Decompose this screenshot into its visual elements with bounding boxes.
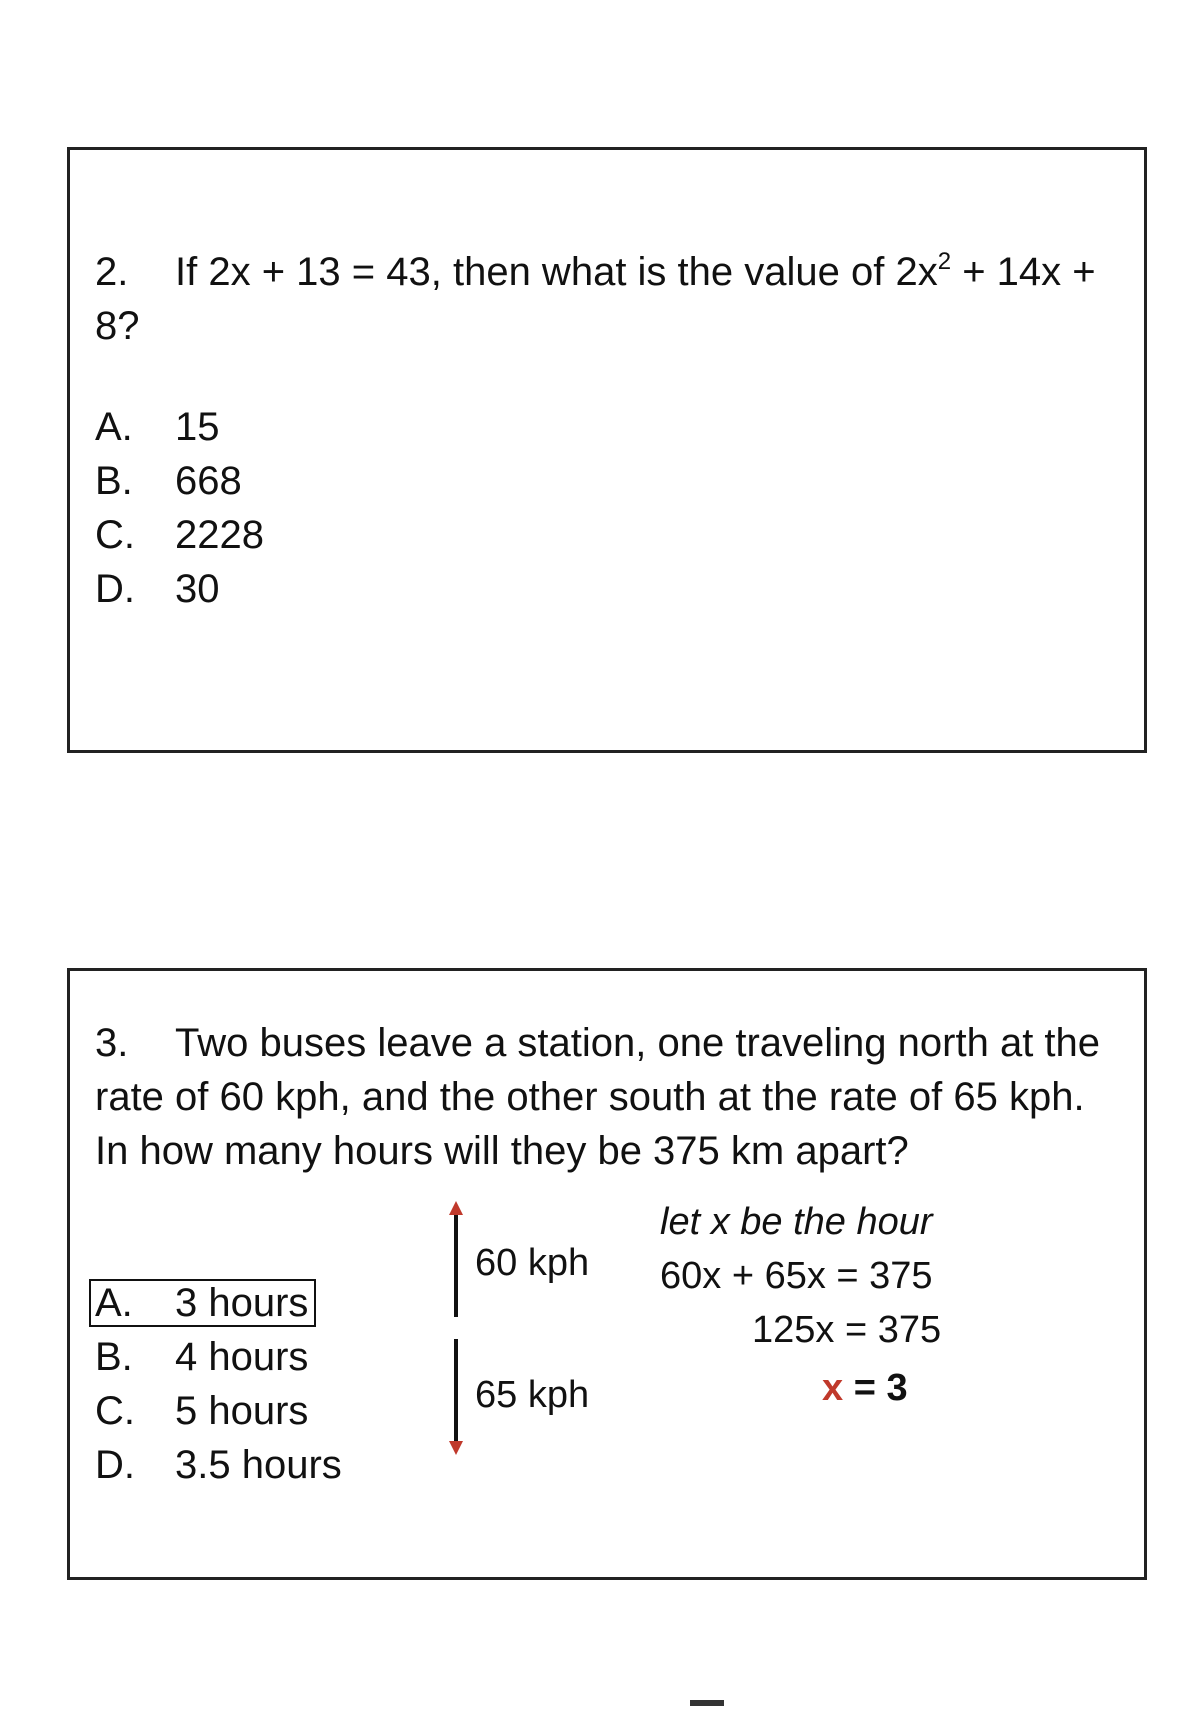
choice-value: 2228 bbox=[175, 513, 264, 557]
question-2-card bbox=[67, 147, 1147, 753]
question-3-card bbox=[67, 968, 1147, 1580]
choice-value: 3.5 hours bbox=[175, 1443, 342, 1487]
choice-b[interactable] bbox=[95, 1330, 342, 1384]
work-let-statement: let x be the hour bbox=[660, 1201, 933, 1243]
choice-c[interactable] bbox=[95, 1384, 342, 1438]
work-equation: 60x + 65x = 375 bbox=[660, 1255, 933, 1297]
choice-value: 668 bbox=[175, 459, 242, 503]
choice-value: 30 bbox=[175, 567, 220, 611]
selected-answer-box bbox=[89, 1279, 316, 1327]
question-3-stem: Two buses leave a station, one traveling north at the rate of 60 kph, and the other south at the rate of 65 kph. In how many hours will they be 375 km apart? bbox=[95, 1021, 1101, 1173]
choice-letter: A. bbox=[95, 405, 133, 449]
south-arrow-icon bbox=[441, 1337, 471, 1457]
choice-value: 5 hours bbox=[175, 1389, 309, 1433]
question-2-stem: If 2x + 13 = 43, then what is the value of 2x bbox=[175, 250, 938, 294]
question-2-choices bbox=[95, 400, 264, 616]
north-speed-label: 60 kph bbox=[475, 1242, 590, 1284]
work-solution-variable: x bbox=[822, 1367, 844, 1409]
page-edge-mark bbox=[690, 1700, 724, 1706]
choice-letter: C. bbox=[95, 1389, 135, 1433]
choice-a[interactable] bbox=[95, 400, 264, 454]
choice-value: 15 bbox=[175, 405, 220, 449]
work-simplified: 125x = 375 bbox=[752, 1309, 942, 1351]
choice-letter: D. bbox=[95, 1443, 135, 1487]
question-3-text bbox=[95, 1016, 1105, 1178]
choice-d[interactable] bbox=[95, 562, 264, 616]
choice-letter: B. bbox=[95, 459, 133, 503]
work-solution bbox=[822, 1363, 908, 1413]
north-arrow-icon bbox=[441, 1199, 471, 1319]
choice-letter: D. bbox=[95, 567, 135, 611]
choice-b[interactable] bbox=[95, 454, 264, 508]
choice-letter: C. bbox=[95, 513, 135, 557]
choice-c[interactable] bbox=[95, 508, 264, 562]
question-3-number: 3. bbox=[95, 1021, 129, 1065]
choice-a[interactable] bbox=[95, 1276, 342, 1330]
choice-d[interactable] bbox=[95, 1438, 342, 1492]
choice-letter: A. bbox=[95, 1281, 133, 1325]
question-3-choices bbox=[95, 1276, 342, 1492]
question-2-exponent: 2 bbox=[937, 248, 952, 275]
question-2-stem-end: + 14x + 8? bbox=[95, 250, 1096, 348]
question-2-number: 2. bbox=[95, 250, 129, 294]
choice-value: 3 hours bbox=[175, 1281, 309, 1325]
question-2-text bbox=[95, 245, 1105, 353]
south-speed-label: 65 kph bbox=[475, 1374, 590, 1416]
choice-value: 4 hours bbox=[175, 1335, 309, 1379]
choice-letter: B. bbox=[95, 1335, 133, 1379]
work-solution-value: = 3 bbox=[843, 1367, 908, 1409]
